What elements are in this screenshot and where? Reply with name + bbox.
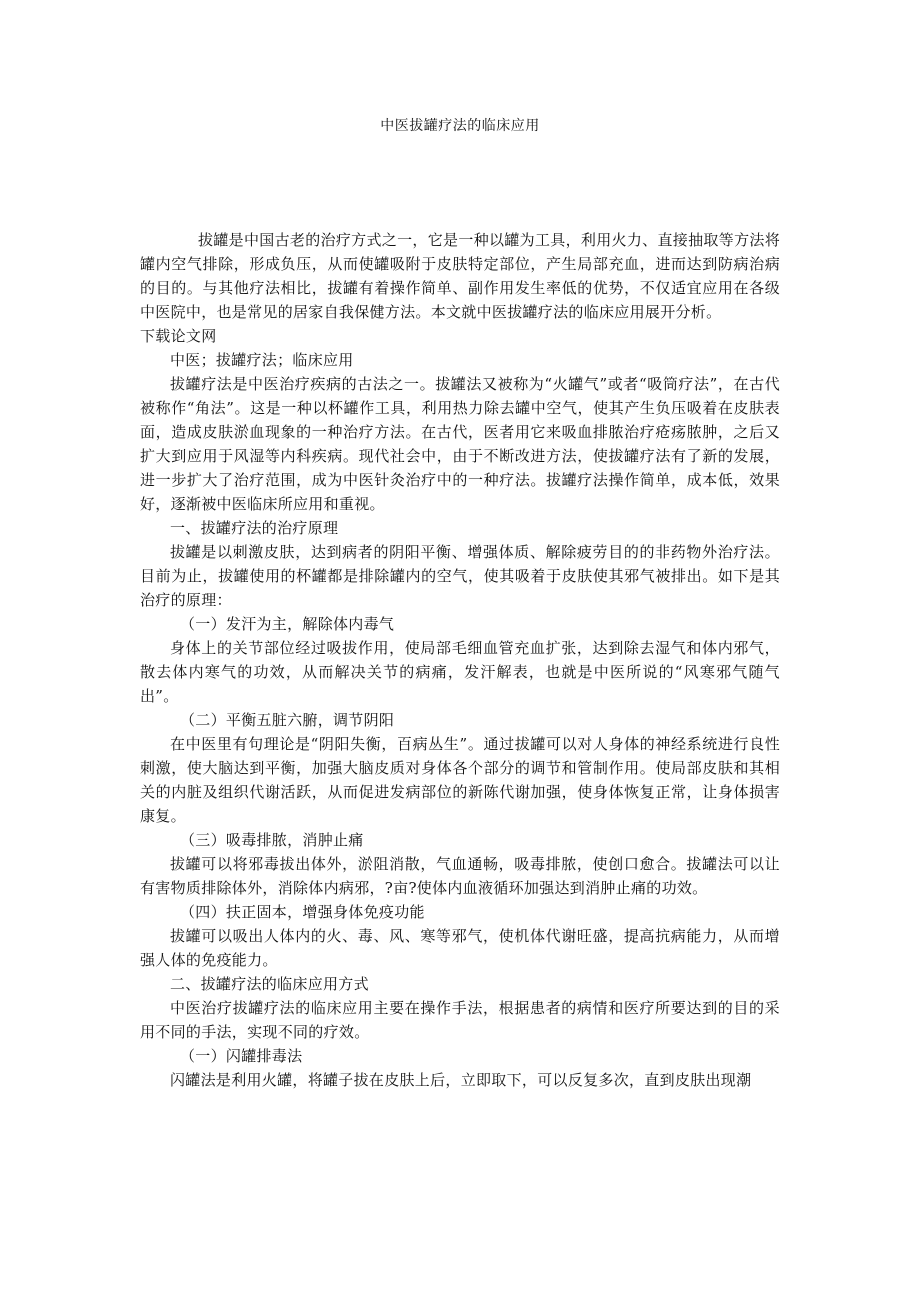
intro-paragraph: 拔罐疗法是中医治疗疾病的古法之一。拔罐法又被称为“火罐气”或者“吸筒疗法”，在古代被称作“角法”。这是一种以杯罐作工具，利用热力除去罐中空气，使其产生负压吸着在皮肤表面，造成皮肤淤血现象的一种治疗方法。在古代，医者用它来吸血排脓治疗疮疡脓肿，之后又扩大到应用于风湿等内科疾病。现代社会中，由于不断改进方法，使拔罐疗法有了新的发展，进一步扩大了治疗范围，成为中医针灸治疗中的一种疗法。拔罐疗法操作简单，成本低，效果好，逐渐被中医临床所应用和重视。 <box>140 375 780 513</box>
paragraph: 拔罐可以将邪毒拔出体外，淤阻消散，气血通畅，吸毒排脓，使创口愈合。拔罐法可以让有害物质排除体外，消除体内病邪，?亩?使体内血液循环加强达到消肿止痛的功效。 <box>140 855 780 897</box>
section-heading: 一、拔罐疗法的治疗原理 <box>170 519 339 537</box>
document-body <box>140 228 780 1092</box>
source-line: 下载论文网 <box>140 327 217 345</box>
subsection-heading: （二）平衡五脏六腑，调节阴阳 <box>180 711 395 729</box>
paragraph: 中医治疗拔罐疗法的临床应用主要在操作手法，根据患者的病情和医疗所要达到的目的采用不同的手法，实现不同的疗效。 <box>140 999 780 1041</box>
keywords-line: 中医；拔罐疗法；临床应用 <box>170 351 354 369</box>
subsection-heading: （三）吸毒排脓，消肿止痛 <box>180 831 364 849</box>
paragraph: 闪罐法是利用火罐，将罐子拔在皮肤上后，立即取下，可以反复多次，直到皮肤出现潮 <box>170 1071 752 1089</box>
subsection-heading: （四）扶正固本，增强身体免疫功能 <box>180 903 425 921</box>
paragraph: 拔罐是以刺激皮肤，达到病者的阴阳平衡、增强体质、解除疲劳目的的非药物外治疗法。目前为止，拔罐使用的杯罐都是排除罐内的空气，使其吸着于皮肤使其邪气被排出。如下是其治疗的原理： <box>140 543 780 609</box>
abstract-paragraph: 拔罐是中国古老的治疗方式之一，它是一种以罐为工具，利用火力、直接抽取等方法将罐内空气排除，形成负压，从而使罐吸附于皮肤特定部位，产生局部充血，进而达到防病治病的目的。与其他疗法相比，拔罐有着操作简单、副作用发生率低的优势，不仅适宜应用在各级中医院中，也是常见的居家自我保健方法。本文就中医拔罐疗法的临床应用展开分析。 <box>140 231 780 321</box>
paragraph: 身体上的关节部位经过吸拔作用，使局部毛细血管充血扩张，达到除去湿气和体内邪气，散去体内寒气的功效，从而解决关节的病痛，发汗解表，也就是中医所说的“风寒邪气随气出”。 <box>140 639 780 705</box>
section-heading: 二、拔罐疗法的临床应用方式 <box>170 975 369 993</box>
paragraph: 拔罐可以吸出人体内的火、毒、风、寒等邪气，使机体代谢旺盛，提高抗病能力，从而增强人体的免疫能力。 <box>140 927 780 969</box>
subsection-heading: （一）闪罐排毒法 <box>180 1047 303 1065</box>
subsection-heading: （一）发汗为主，解除体内毒气 <box>180 615 395 633</box>
document-title: 中医拔罐疗法的临床应用 <box>380 118 540 134</box>
paragraph: 在中医里有句理论是“阴阳失衡，百病丛生”。通过拔罐可以对人身体的神经系统进行良性刺激，使大脑达到平衡，加强大脑皮质对身体各个部分的调节和管制作用。使局部皮肤和其相关的内脏及组织代谢活跃，从而促进发病部位的新陈代谢加强，使身体恢复正常，让身体损害康复。 <box>140 735 780 825</box>
